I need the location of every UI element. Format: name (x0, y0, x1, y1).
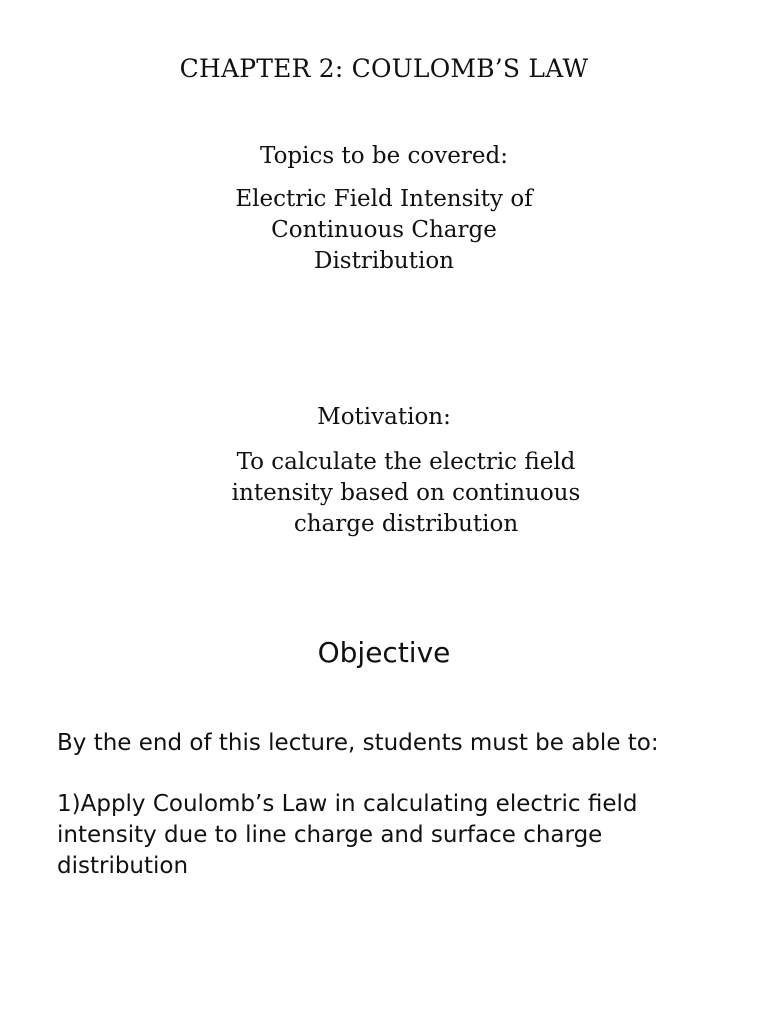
chapter-title: CHAPTER 2: COULOMB’S LAW (179, 54, 589, 83)
objective-item: 1)Apply Coulomb’s Law in calculating electric field intensity due to line charge and surface charge distribution (57, 791, 638, 879)
objective-heading: Objective (317, 636, 451, 669)
motivation-body: To calculate the electric field intensity based on continuous charge distribution (231, 449, 581, 537)
topics-body: Electric Field Intensity of Continuous Charge Distribution (235, 186, 533, 274)
objective-intro: By the end of this lecture, students must be able to: (57, 730, 659, 756)
motivation-heading: Motivation: (317, 404, 451, 430)
topics-heading: Topics to be covered: (260, 143, 508, 169)
